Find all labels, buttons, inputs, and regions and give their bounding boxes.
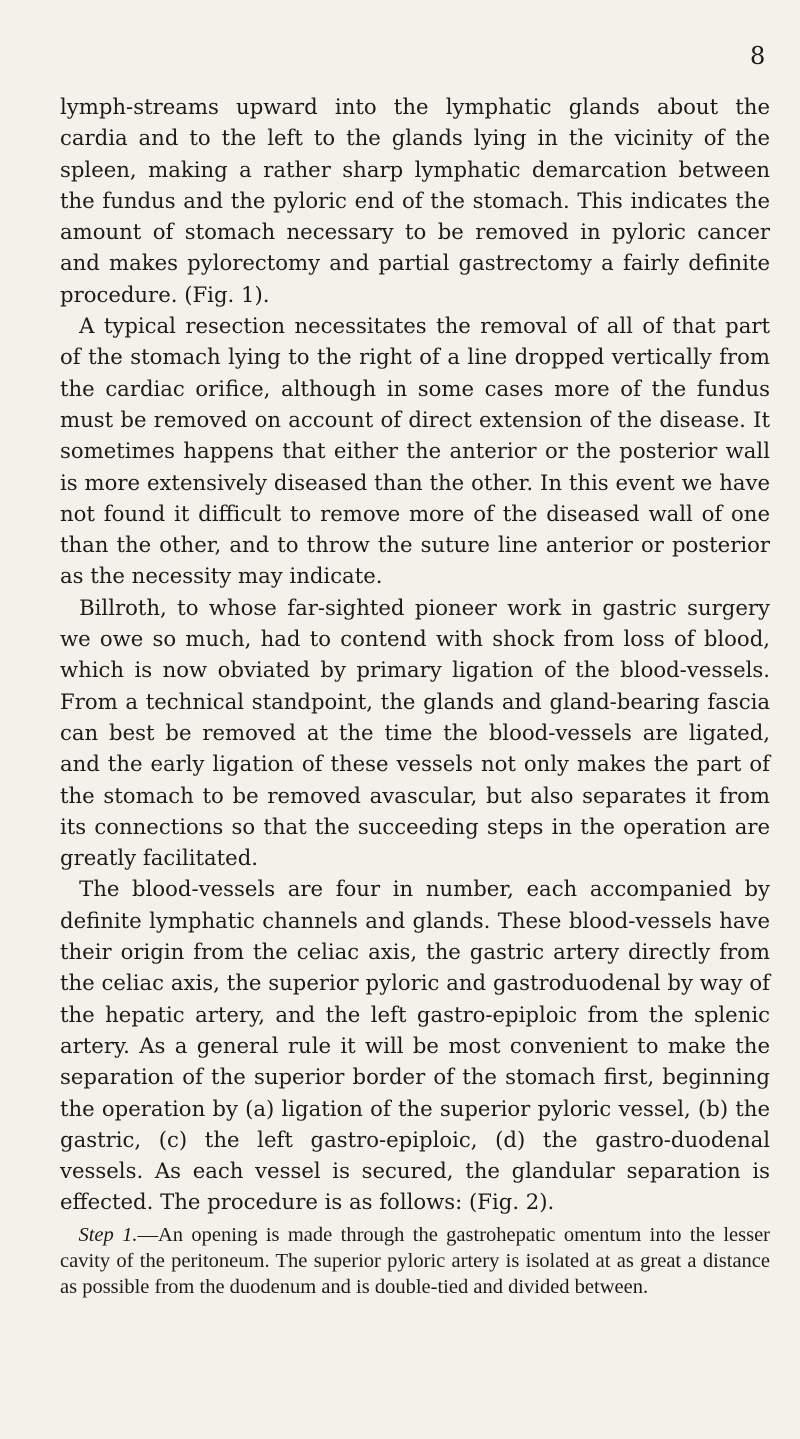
step-1-paragraph bbox=[60, 1222, 770, 1300]
step-1-text: —An opening is made through the gastrohepatic omentum into the lesser cavity of the peritoneum. The superior pyloric artery is isolated at as great a distance as possible from the duodenum and is double-tied and divided between. bbox=[60, 1223, 770, 1298]
body-text bbox=[60, 91, 770, 1300]
paragraph-blood-vessels: The blood-vessels are four in number, each accompanied by definite lymphatic channels and glands. These blood-vessels have their origin from the celiac axis, the gastric artery directly from the celiac axis, the superior pyloric and gastroduodenal by way of the hepatic artery, and the left gastro-epiploic from the splenic artery. As a general rule it will be most convenient to make the separation of the superior border of the stomach first, beginning the operation by (a) ligation of the superior pyloric vessel, (b) the gastric, (c) the left gastro-epiploic, (d) the gastro-duodenal vessels. As each vessel is secured, the glandular separation is effected. The procedure is as follows: (Fig. 2). bbox=[60, 876, 770, 1215]
page-number: 8 bbox=[750, 42, 766, 70]
paragraph-lymphatic-demarcation: lymph-streams upward into the lymphatic glands about the cardia and to the left to the glands lying in the vicinity of the spleen, making a rather sharp lymphatic demarcation between the fundus and the pyloric end of the stomach. This indicates the amount of stomach necessary to be removed in pyloric cancer and makes pylorectomy and partial gastrectomy a fairly definite procedure. (Fig. 1). bbox=[60, 94, 770, 307]
paragraph-typical-resection: A typical resection necessitates the removal of all of that part of the stomach lying to the right of a line dropped vertically from the cardiac orifice, although in some cases more of the fundus must be removed on account of direct extension of the disease. It sometimes happens that either the anterior or the posterior wall is more extensively diseased than the other. In this event we have not found it difficult to remove more of the diseased wall of one than the other, and to throw the suture line anterior or posterior as the necessity may indicate. bbox=[60, 313, 770, 589]
step-1-label: Step 1. bbox=[78, 1223, 138, 1246]
paragraph-billroth: Billroth, to whose far-sighted pioneer work in gastric surgery we owe so much, had to contend with shock from loss of blood, which is now obviated by primary ligation of the blood-vessels. From a technical standpoint, the glands and gland-bearing fascia can best be removed at the time the blood-vessels are ligated, and the early ligation of these vessels not only makes the part of the stomach to be removed avascular, but also separates it from its connections so that the succeeding steps in the operation are greatly facilitated. bbox=[60, 594, 770, 871]
